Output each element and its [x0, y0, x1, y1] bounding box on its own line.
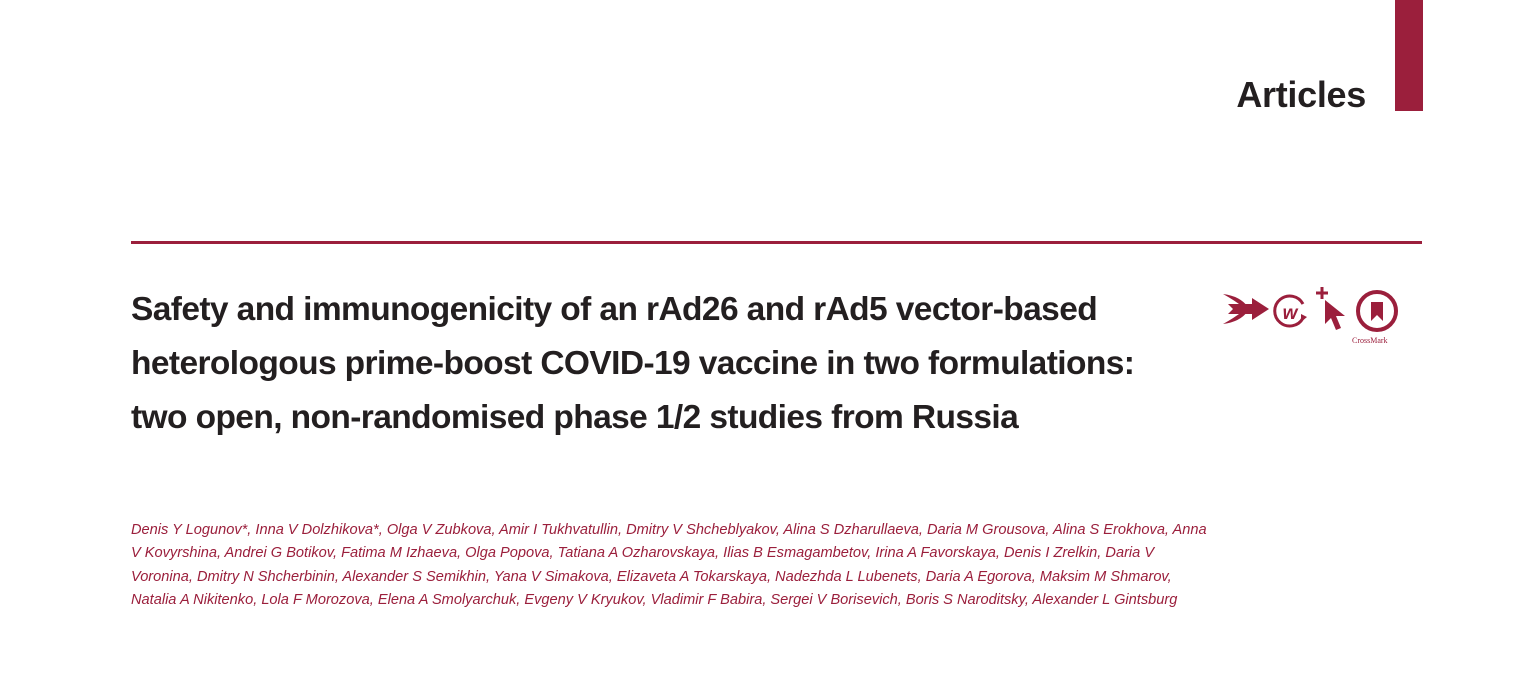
section-tab	[1395, 0, 1423, 111]
section-label: Articles	[1236, 74, 1366, 115]
author-list: Denis Y Logunov*, Inna V Dolzhikova*, Olga V Zubkova, Amir I Tukhvatullin, Dmitry V Shcheblyakov, Alina S Dzharullaeva, Daria M Grousova, Alina S Erokhova, Anna V Kovyrshina, Andrei G Botikov, Fatima M Izhaeva, Olga Popova, Tatiana A Ozharovskaya, Ilias B Esmagambetov, Irina A Favorskaya, Denis I Zrelkin, Daria V Voronina, Dmitry N Shcherbinin, Alexander S Semikhin, Yana V Simakova, Elizaveta A Tokarskaya, Nadezhda L Lubenets, Daria A Egorova, Maksim M Shmarov, Natalia A Nikitenko, Lola F Morozova, Elena A Smolyarchuk, Evgeny V Kryukov, Vladimir F Babira, Sergei V Borisevich, Boris S Naroditsky, Alexander L Gintsburg	[131, 522, 1207, 608]
header-rule	[131, 241, 1422, 244]
web-extra-icon[interactable]	[1272, 293, 1308, 329]
crossmark-icon[interactable]	[1352, 289, 1402, 333]
swift-arrow-icon[interactable]	[1222, 292, 1270, 326]
crossmark-label: CrossMark	[1352, 336, 1388, 345]
article-title: Safety and immunogenicity of an rAd26 and rAd5 vector-based heterologous prime-boost COVID-19 vaccine in two formulations: two open, non-randomised phase 1/2 studies from Russia	[131, 291, 1135, 436]
click-cursor-icon[interactable]	[1312, 284, 1350, 338]
svg-text:w: w	[1282, 303, 1298, 324]
